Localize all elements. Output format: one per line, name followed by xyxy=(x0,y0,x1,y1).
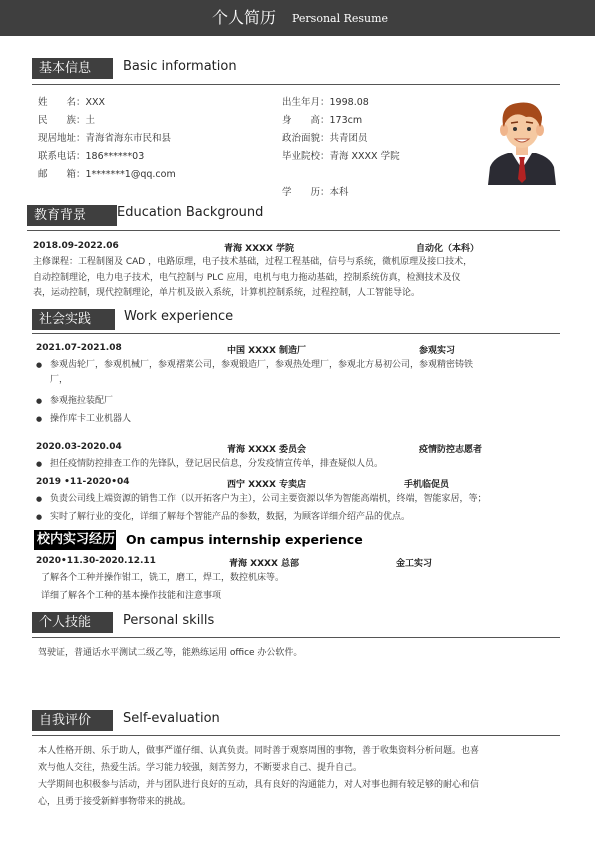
self-evaluation-text: 本人性格开朗、乐于助人，做事严谨仔细、认真负责。同时善于观察周围的事物，善于收集资料分析问题。也喜 欢与他人交往，热爱生活。学习能力较强，刻苦努力，不断要求自己、提升自己。 大学期间也积极参与活动，并与团队进行良好的互动，具有良好的沟通能力，对人对事也拥有较足够的耐心和信 心，且勇于接受新鲜事物带来的挑战。 xyxy=(38,746,480,807)
section-title-self-en: Self-evaluation xyxy=(123,711,220,726)
campus-date: 2020•11.30-2020.12.11 xyxy=(36,556,156,566)
campus-role: 金工实习 xyxy=(396,559,433,569)
section-label-education: 教育背景 xyxy=(27,205,117,226)
job-role: 手机临促员 xyxy=(404,480,450,490)
info-phone: 联系电话：186******03 xyxy=(38,151,145,162)
job-role: 参观实习 xyxy=(419,346,456,356)
job-date: 2021.07-2021.08 xyxy=(36,343,122,353)
section-divider xyxy=(32,637,560,638)
job-bullet: ● 实时了解行业的变化，详细了解每个智能产品的参数，数据，为顾客详细介绍产品的优点。 xyxy=(36,510,410,525)
avatar xyxy=(486,95,558,185)
resume-title-cn: 个人简历 xyxy=(212,8,277,27)
campus-desc: 了解各个工种并操作钳工，铣工，磨工，焊工，数控机床等。 xyxy=(41,573,285,583)
education-major: 自动化（本科） xyxy=(416,244,480,254)
section-divider xyxy=(27,230,560,231)
campus-desc: 详细了解各个工种的基本操作技能和注意事项 xyxy=(41,591,222,601)
job-bullet: ● 参观齿轮厂，参观机械厂，参观褶菜公司，参观锻造厂，参观热处理厂，参观北方易初公司，参观精密铸铁 厂， xyxy=(36,358,570,388)
info-degree: 学 历：本科 xyxy=(282,187,349,198)
info-height: 身 高：173cm xyxy=(282,115,363,126)
resume-title-en: Personal Resume xyxy=(292,12,389,25)
section-divider xyxy=(32,84,560,85)
job-org: 青海 XXXX 委员会 xyxy=(227,445,307,455)
skills-text: 驾驶证，普通话水平测试二级乙等，能熟练运用 office 办公软件。 xyxy=(38,648,303,658)
info-email: 邮 箱：1*******1@qq.com xyxy=(38,169,176,180)
section-label-campus: 校内实习经历 xyxy=(34,530,116,550)
section-label-self: 自我评价 xyxy=(32,710,113,731)
job-bullet: ● 负责公司线上端资源的销售工作（以开拓客户为主），公司主要资源以华为智能高端机，终端，智能家居，等； xyxy=(36,492,487,507)
header-bar xyxy=(0,0,595,36)
info-school: 毕业院校：青海 XXXX 学院 xyxy=(282,151,400,162)
education-date: 2018.09-2022.06 xyxy=(33,241,119,251)
section-title-basic-en: Basic information xyxy=(123,59,237,74)
job-date: 2020.03-2020.04 xyxy=(36,442,122,452)
section-label-skills: 个人技能 xyxy=(32,612,113,633)
section-title-education-en: Education Background xyxy=(117,205,264,220)
section-label-basic: 基本信息 xyxy=(32,58,113,79)
section-divider xyxy=(32,735,560,736)
section-divider xyxy=(32,333,560,334)
info-birth: 出生年月：1998.08 xyxy=(282,97,369,108)
job-org: 中国 XXXX 制造厂 xyxy=(227,346,307,356)
info-political: 政治面貌：共青团员 xyxy=(282,133,368,144)
job-role: 疫情防控志愿者 xyxy=(419,445,483,455)
job-bullet: ● 操作库卡工业机器人 xyxy=(36,412,131,427)
info-name: 姓 名：XXX xyxy=(38,97,106,108)
section-title-skills-en: Personal skills xyxy=(123,613,215,628)
section-title-campus-en: On campus internship experience xyxy=(126,532,363,547)
section-label-work: 社会实践 xyxy=(32,309,115,330)
job-date: 2019 •11-2020•04 xyxy=(36,477,130,487)
info-ethnicity: 民 族：土 xyxy=(38,115,96,126)
education-courses: 主修课程：工程制图及 CAD ，电路原理，电子技术基础，过程工程基础，信号与系统，微机原理及接口技术， 自动控制理论，电力电子技术，电气控制与 PLC 应用，电机与电力拖动基础，控制系统仿真，检测技术及仪 表，运动控制，现代控制理论，单片机及嵌入系统，计算机控制系统，过程控制，人工智能导论。 xyxy=(33,257,473,298)
section-title-work-en: Work experience xyxy=(124,309,234,324)
job-org: 西宁 XXXX 专卖店 xyxy=(227,480,307,490)
campus-org: 青海 XXXX 总部 xyxy=(229,559,300,569)
job-bullet: ● 担任疫情防控排查工作的先锋队，登记居民信息，分发疫情宣传单，排查疑似人员。 xyxy=(36,457,383,472)
job-bullet: ● 参观拖拉装配厂 xyxy=(36,394,113,409)
info-address: 现居地址：青海省海东市民和县 xyxy=(38,133,172,144)
education-school: 青海 XXXX 学院 xyxy=(224,244,295,254)
